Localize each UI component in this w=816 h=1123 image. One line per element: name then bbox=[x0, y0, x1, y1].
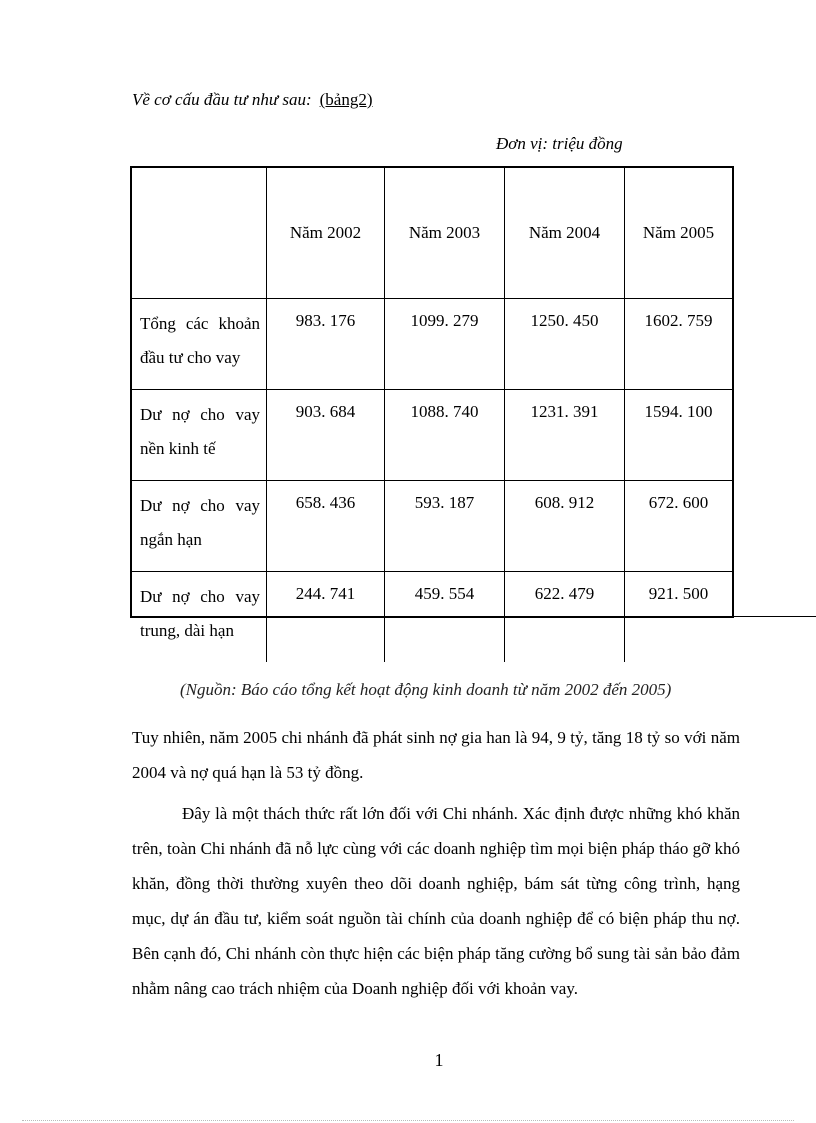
table-cell: 593. 187 bbox=[385, 481, 505, 572]
table-cell: 903. 684 bbox=[267, 390, 385, 481]
header-cell: Năm 2005 bbox=[625, 168, 732, 299]
table-cell: 921. 500 bbox=[648, 584, 709, 603]
investment-structure-table bbox=[130, 166, 734, 640]
table-divider-line bbox=[734, 616, 816, 617]
unit-label: Đơn vị: triệu đồng bbox=[496, 134, 623, 153]
row-label: Dư nợ cho vay nền kinh tế bbox=[132, 390, 267, 481]
header-cell bbox=[132, 168, 267, 299]
paragraph: Đây là một thách thức rất lớn đối với Chi nhánh. Xác định được những khó khăn trên, toàn Chi nhánh đã nỗ lực cùng với các doanh nghiệp tìm mọi biện pháp tháo gỡ khó khăn, đồng thời thường xuyên theo dõi doanh nghiệp, bám sát từng công trình, hạng mục, dự án đầu tư, kiểm soát nguồn tài chính của doanh nghiệp để có biện pháp thu nợ. Bên cạnh đó, Chi nhánh còn thực hiện các biện pháp tăng cường bổ sung tài sản bảo đảm nhằm nâng cao trách nhiệm của Doanh nghiệp đối với khoản vay. bbox=[132, 804, 740, 998]
table-cell: 983. 176 bbox=[267, 299, 385, 390]
table-row bbox=[132, 299, 732, 390]
intro-text: Về cơ cấu đầu tư như sau: bbox=[132, 90, 312, 109]
source-caption: (Nguồn: Báo cáo tổng kết hoạt động kinh doanh từ năm 2002 đến 2005) bbox=[180, 680, 672, 699]
intro-line bbox=[132, 90, 373, 110]
table-row bbox=[132, 481, 732, 572]
page-number: 1 bbox=[434, 1050, 444, 1070]
table-reference: (bảng2) bbox=[319, 90, 373, 109]
row-label: Tổng các khoản đầu tư cho vay bbox=[132, 299, 267, 390]
table-cell: 1602. 759 bbox=[625, 299, 732, 390]
table-cell: 459. 554 bbox=[385, 572, 505, 662]
paragraph: Tuy nhiên, năm 2005 chi nhánh đã phát sinh nợ gia han là 94, 9 tỷ, tăng 18 tỷ so với năm 2004 và nợ quá hạn là 53 tỷ đồng. bbox=[132, 728, 740, 782]
header-cell: Năm 2003 bbox=[385, 168, 505, 299]
table-cell: 622. 479 bbox=[505, 572, 625, 662]
table-header-row bbox=[132, 168, 732, 299]
page-bottom-rule bbox=[22, 1120, 794, 1121]
table-cell: 1250. 450 bbox=[505, 299, 625, 390]
header-cell: Năm 2002 bbox=[267, 168, 385, 299]
table-cell: 1099. 279 bbox=[385, 299, 505, 390]
table-cell: 244. 741 bbox=[267, 572, 385, 662]
table-cell: 608. 912 bbox=[505, 481, 625, 572]
header-cell: Năm 2004 bbox=[505, 168, 625, 299]
table-cell: 672. 600 bbox=[625, 481, 732, 572]
table-cell: 1088. 740 bbox=[385, 390, 505, 481]
table-cell: 1231. 391 bbox=[505, 390, 625, 481]
table-cell: 658. 436 bbox=[267, 481, 385, 572]
row-label: Dư nợ cho vay trung, dài hạn bbox=[132, 572, 267, 662]
table-row bbox=[132, 572, 732, 662]
table-row bbox=[132, 390, 732, 481]
table-cell: 1594. 100 bbox=[625, 390, 732, 481]
row-label: Dư nợ cho vay ngắn hạn bbox=[132, 481, 267, 572]
